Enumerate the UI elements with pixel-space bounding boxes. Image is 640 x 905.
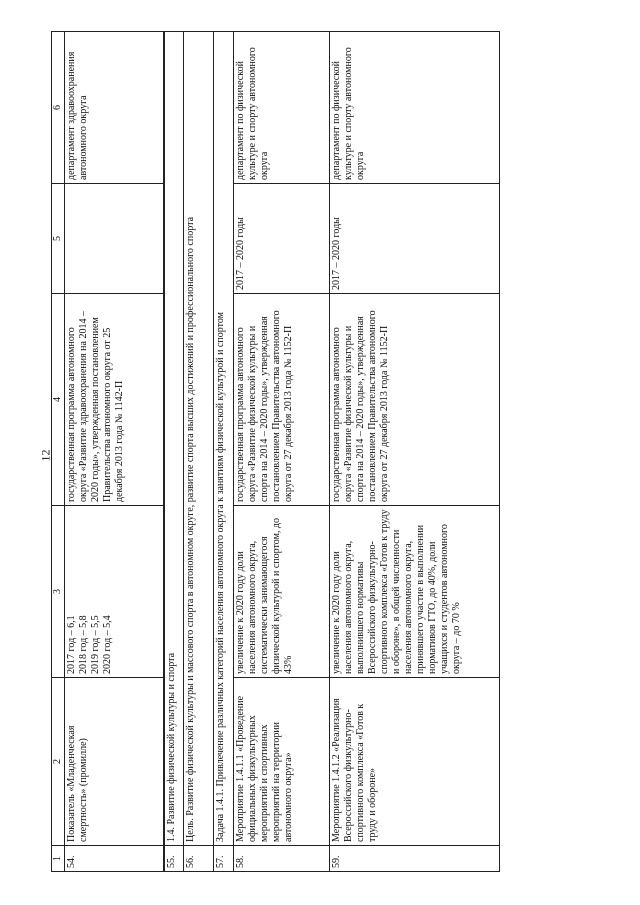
value-line: 2017 год – 6,1 [66,615,77,674]
responsible-cell: департамент по физической культуре и спорту автономного округа [330,32,500,184]
header-cell: 2 [52,678,65,846]
table-row [184,32,214,872]
activity-cell: Мероприятие 1.4.1.1 «Проведение официальных физкультурных мероприятий и спортивных мероприятий на территории автономного округа» [234,678,330,846]
rotated-table-wrapper [51,32,589,872]
indicator-cell: Показатель «Младенческая смертность» (промилле) [65,678,164,846]
header-row [52,32,65,872]
program-table [51,31,500,872]
header-cell: 6 [52,32,65,184]
header-cell: 3 [52,506,65,678]
result-cell: увеличение к 2020 году доли населения автономного округа, систематически занимающегося физической культурой и спортом, до 43% [234,506,330,678]
section-heading: 1.4. Развитие физической культуры и спорта [164,32,184,846]
task-heading: Задача 1.4.1. Привлечение различных категорий населения автономного округа к занятиям физической культурой и спортом [214,32,234,846]
table-row [214,32,234,872]
row-number: 55. [164,846,184,872]
responsible-cell: департамент здравоохранения автономного округа [65,32,164,184]
header-cell: 5 [52,184,65,294]
period-cell [65,184,164,294]
header-cell: 1 [52,846,65,872]
row-number: 54. [65,846,164,872]
row-number: 59. [330,846,500,872]
table-row [65,32,164,872]
table-row [164,32,184,872]
goal-heading: Цель. Развитие физической культуры и массового спорта в автономном округе, развитие спорта высших достижений и профессионального спорта [184,32,214,846]
header-cell: 4 [52,294,65,506]
responsible-cell: департамент по физической культуре и спорту автономного округа [234,32,330,184]
values-cell [65,506,164,678]
activity-cell: Мероприятие 1.4.1.2 «Реализация Всероссийского физкультурно-спортивного комплекса «Готов к труду и обороне» [330,678,500,846]
row-number: 58. [234,846,330,872]
table-row [330,32,500,872]
value-line: 2019 год – 5,5 [90,615,101,674]
program-cell: государственная программа автономного округа «Развитие физической культуры и спорта на 2014 – 2020 годы», утвержденная постановлением Правительства автономного округа от 27 декабря 2013 года № 1152-П [330,294,500,506]
program-cell: государственная программа автономного округа «Развитие здравоохранения на 2014 – 2020 годы», утвержденная постановлением Правительства автономного округа от 25 декабря 2013 года № 1142-П [65,294,164,506]
table-row [234,32,330,872]
row-number: 57. [214,846,234,872]
period-cell: 2017 – 2020 годы [330,184,500,294]
value-line: 2018 год – 5,8 [78,615,89,674]
page-number: 12 [38,449,53,462]
row-number: 56. [184,846,214,872]
value-line: 2020 год – 5,4 [102,615,113,674]
period-cell: 2017 – 2020 годы [234,184,330,294]
result-cell: увеличение к 2020 году доли населения автономного округа, выполнившего нормативы Всероссийского физкультурно-спортивного комплекса «Готов к труду и обороне», в общей численности населения автономного округа, принявшего участие в выполнении нормативов ГТО, до 40%, доли учащихся и студентов автономного округа – до 70 % [330,506,500,678]
program-cell: государственная программа автономного округа «Развитие физической культуры и спорта на 2014 – 2020 годы», утвержденная постановлением Правительства автономного округа от 27 декабря 2013 года № 1152-П [234,294,330,506]
